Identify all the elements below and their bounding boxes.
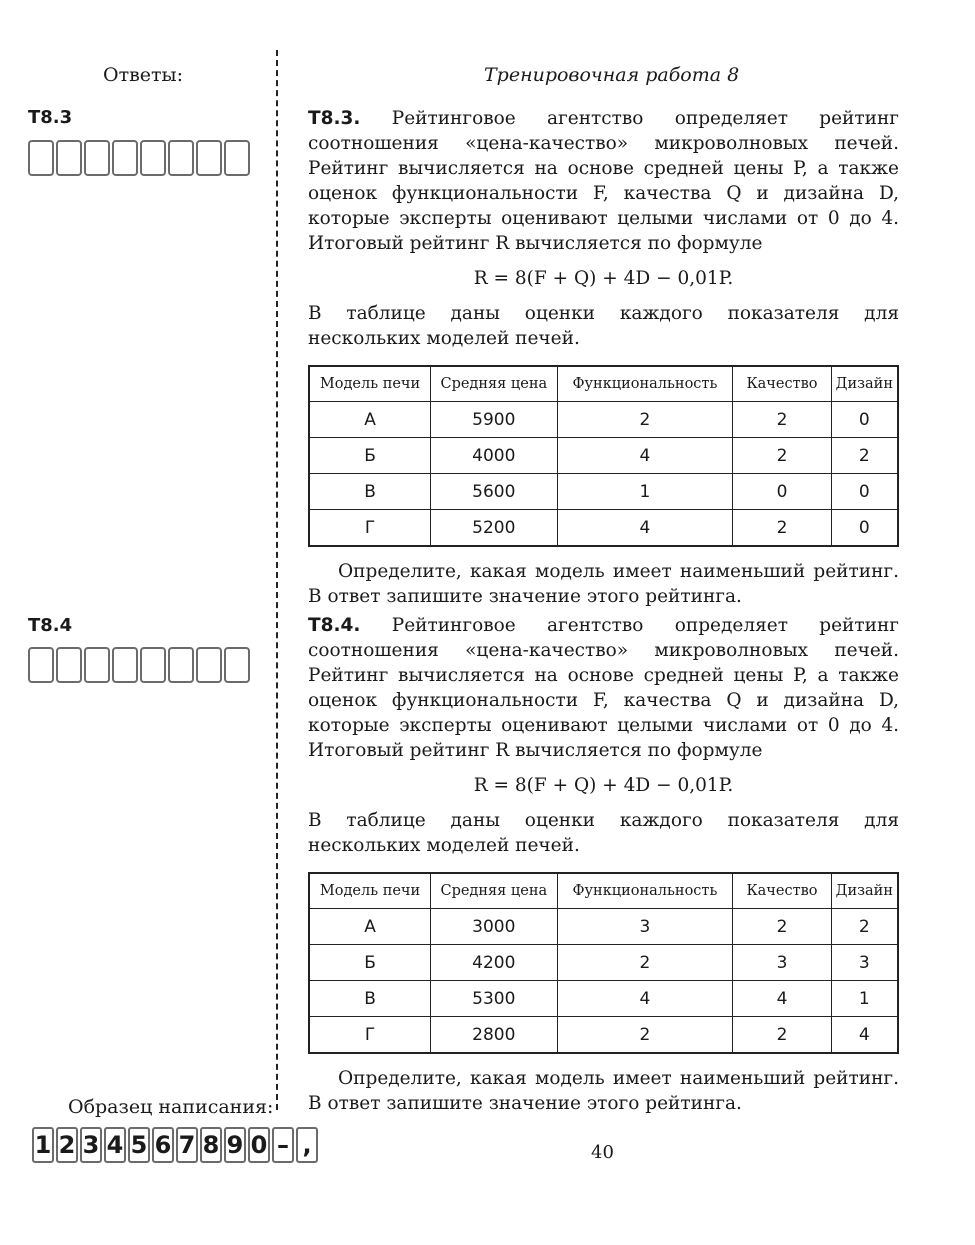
table-cell: 5900: [431, 402, 557, 438]
table-row: [309, 510, 898, 547]
table-cell: 3000: [431, 909, 557, 945]
table-cell: 0: [831, 474, 898, 510]
table-cell: 2: [733, 402, 831, 438]
table-cell: 4: [831, 1017, 898, 1054]
answer-cell[interactable]: [168, 140, 194, 176]
sample-char: ,: [296, 1127, 318, 1163]
table-cell: 2: [557, 402, 733, 438]
table-row: [309, 474, 898, 510]
answer-cell[interactable]: [112, 140, 138, 176]
column-header: Модель печи: [309, 366, 431, 402]
table-cell: 4: [557, 981, 733, 1017]
column-header: Средняя цена: [431, 366, 557, 402]
answer-cell[interactable]: [56, 647, 82, 683]
answer-cell[interactable]: [224, 647, 250, 683]
table-row: [309, 402, 898, 438]
sample-char: 9: [224, 1127, 246, 1163]
table-cell: 5600: [431, 474, 557, 510]
table-cell: А: [309, 909, 431, 945]
page-number: 40: [591, 1142, 614, 1163]
task-number: T8.3.: [308, 108, 361, 129]
table-cell: 2: [831, 438, 898, 474]
table-row: [309, 945, 898, 981]
table-header-row: [309, 873, 898, 909]
task-question: Определите, какая модель имеет наименьший рейтинг. В ответ запишите значение этого рейтинга.: [308, 561, 899, 607]
answer-cell[interactable]: [112, 647, 138, 683]
table-cell: 2: [831, 909, 898, 945]
table-cell: 2: [557, 1017, 733, 1054]
table-cell: 4: [557, 510, 733, 547]
table-cell: 4000: [431, 438, 557, 474]
answer-cell[interactable]: [224, 140, 250, 176]
answer-cell[interactable]: [196, 647, 222, 683]
sample-char: 4: [104, 1127, 126, 1163]
table-cell: А: [309, 402, 431, 438]
table-cell: 2800: [431, 1017, 557, 1054]
answer-boxes-t8-4[interactable]: [28, 647, 250, 683]
table-cell: 4: [733, 981, 831, 1017]
sample-char: 1: [32, 1127, 54, 1163]
answer-cell[interactable]: [84, 647, 110, 683]
ratings-table: [308, 365, 899, 547]
page-header-title: Тренировочная работа 8: [484, 64, 740, 86]
table-row: [309, 909, 898, 945]
task-intro-text: Рейтинговое агентство определяет рейтинг соотношения «цена-качество» микроволновых печей. Рейтинг вычисляется на основе средней цены P, а также оценок функциональности F, качества Q и дизайна D, которые эксперты оценивают целыми числами от 0 до 4. Итоговый рейтинг R вычисляется по формуле: [308, 108, 899, 254]
sample-char: 7: [176, 1127, 198, 1163]
task-intro-text: Рейтинговое агентство определяет рейтинг соотношения «цена-качество» микроволновых печей. Рейтинг вычисляется на основе средней цены P, а также оценок функциональности F, качества Q и дизайна D, которые эксперты оценивают целыми числами от 0 до 4. Итоговый рейтинг R вычисляется по формуле: [308, 615, 899, 761]
cut-line-divider: [276, 50, 278, 1110]
table-cell: 3: [557, 909, 733, 945]
column-header: Качество: [733, 366, 831, 402]
task-t8-4: [308, 613, 899, 1116]
table-row: [309, 1017, 898, 1054]
table-cell: Б: [309, 438, 431, 474]
table-cell: 1: [557, 474, 733, 510]
table-cell: 0: [831, 510, 898, 547]
table-cell: 3: [831, 945, 898, 981]
table-row: [309, 981, 898, 1017]
sample-char: 0: [248, 1127, 270, 1163]
column-header: Средняя цена: [431, 873, 557, 909]
table-cell: Г: [309, 510, 431, 547]
column-header: Функциональность: [557, 873, 733, 909]
column-header: Функциональность: [557, 366, 733, 402]
sample-char: 2: [56, 1127, 78, 1163]
rating-formula: R = 8(F + Q) + 4D − 0,01P.: [473, 268, 734, 289]
sample-char: –: [272, 1127, 294, 1163]
table-cell: 5200: [431, 510, 557, 547]
table-cell: Б: [309, 945, 431, 981]
answer-cell[interactable]: [196, 140, 222, 176]
sample-char: 3: [80, 1127, 102, 1163]
answer-cell[interactable]: [28, 647, 54, 683]
answer-cell[interactable]: [168, 647, 194, 683]
task-id-t8-3: T8.3: [28, 107, 73, 128]
task-question: Определите, какая модель имеет наименьший рейтинг. В ответ запишите значение этого рейтинга.: [308, 1068, 899, 1114]
table-intro: В таблице даны оценки каждого показателя для нескольких моделей печей.: [308, 810, 899, 856]
table-cell: 1: [831, 981, 898, 1017]
task-id-t8-4: T8.4: [28, 615, 73, 636]
column-header: Качество: [733, 873, 831, 909]
task-intro: [308, 613, 899, 763]
table-cell: 0: [733, 474, 831, 510]
sample-char: 5: [128, 1127, 150, 1163]
table-cell: 2: [733, 909, 831, 945]
answer-boxes-t8-3[interactable]: [28, 140, 250, 176]
column-header: Дизайн: [831, 873, 898, 909]
table-cell: Г: [309, 1017, 431, 1054]
rating-formula: R = 8(F + Q) + 4D − 0,01P.: [473, 775, 734, 796]
table-row: [309, 438, 898, 474]
task-intro: [308, 106, 899, 256]
table-cell: В: [309, 981, 431, 1017]
answer-cell[interactable]: [140, 140, 166, 176]
table-cell: 5300: [431, 981, 557, 1017]
task-number: T8.4.: [308, 615, 361, 636]
table-cell: 4: [557, 438, 733, 474]
table-cell: 3: [733, 945, 831, 981]
answer-cell[interactable]: [84, 140, 110, 176]
table-cell: 0: [831, 402, 898, 438]
table-cell: 2: [733, 1017, 831, 1054]
answers-label: Ответы:: [103, 64, 184, 86]
task-t8-3: [308, 106, 899, 609]
sample-char: 8: [200, 1127, 222, 1163]
sample-char: 6: [152, 1127, 174, 1163]
table-header-row: [309, 366, 898, 402]
column-header: Модель печи: [309, 873, 431, 909]
answer-cell[interactable]: [140, 647, 166, 683]
answer-cell[interactable]: [56, 140, 82, 176]
table-cell: 2: [557, 945, 733, 981]
answer-cell[interactable]: [28, 140, 54, 176]
column-header: Дизайн: [831, 366, 898, 402]
table-cell: 4200: [431, 945, 557, 981]
table-intro: В таблице даны оценки каждого показателя для нескольких моделей печей.: [308, 303, 899, 349]
ratings-table: [308, 872, 899, 1054]
sample-label: Образец написания:: [68, 1096, 274, 1118]
table-cell: 2: [733, 510, 831, 547]
table-cell: 2: [733, 438, 831, 474]
table-cell: В: [309, 474, 431, 510]
